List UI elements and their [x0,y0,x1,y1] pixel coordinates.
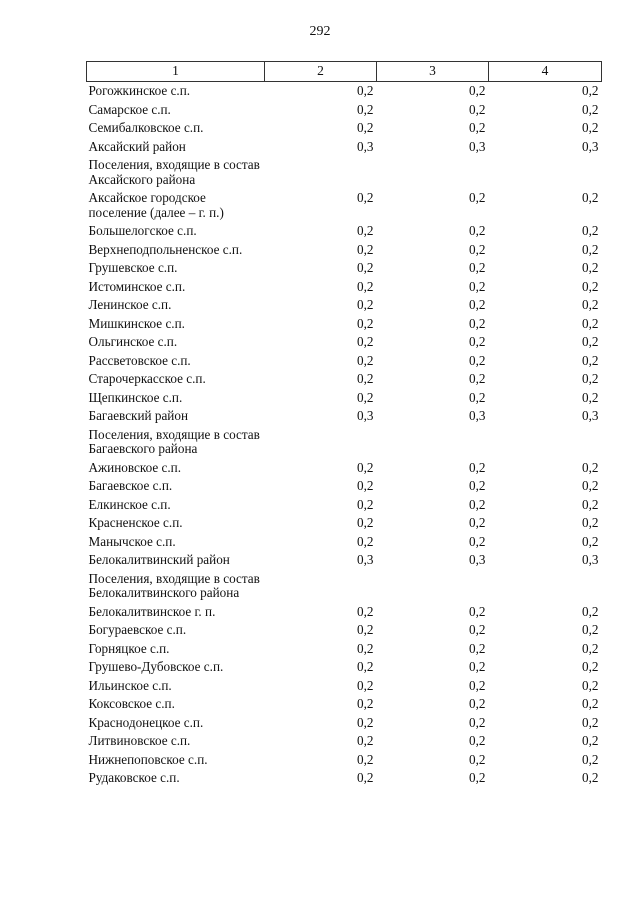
table-row [87,514,602,533]
settlement-name-cell: Ольгинское с.п. [88,334,178,349]
value-cell-col4: 0,2 [582,533,599,549]
settlement-name-cell: Ильинское с.п. [88,677,172,693]
table-row [87,278,602,297]
settlement-name-cell: Горняцкое с.п. [88,640,170,656]
value-cell-col4: 0,2 [582,733,599,748]
table-row [87,296,602,315]
value-cell-col2: 0,2 [357,83,374,98]
value-cell-col4: 0,2 [582,278,599,294]
settlement-name-cell: Мишкинское с.п. [88,315,185,331]
value-cell-col4: 0,2 [582,120,599,135]
value-cell-col3: 0,3 [469,552,486,567]
value-cell-col3: 0,2 [469,241,486,257]
table-row [87,533,602,552]
value-cell-col2: 0,2 [357,352,374,368]
settlement-name-cell: Аксайский район [88,138,186,154]
table-row [87,222,602,241]
value-cell-col2: 0,2 [357,297,374,312]
value-cell-col4: 0,2 [582,659,599,674]
value-cell-col4: 0,2 [582,315,599,331]
settlement-name-cell: Грушевское с.п. [88,260,178,275]
value-cell-col2: 0,3 [357,408,374,423]
settlement-name-cell: Елкинское с.п. [88,496,171,512]
settlement-name-cell: Нижнепоповское с.п. [88,751,208,767]
value-cell-col2: 0,2 [357,515,374,530]
value-cell-col4: 0,2 [582,622,599,637]
settlement-name-cell: Аксайское городское поселение (далее – г. п.) [88,190,224,220]
value-cell-col3: 0,2 [469,389,486,405]
value-cell-col2 [265,156,377,189]
value-cell-col4: 0,3 [582,552,599,567]
table-row [87,751,602,770]
settlement-name-cell: Ленинское с.п. [88,297,172,312]
table-row [87,603,602,622]
settlement-name-cell: Поселения, входящие в состав Аксайского района [88,157,260,187]
table-row [87,389,602,408]
table-row [87,551,602,570]
value-cell-col3: 0,2 [469,515,486,530]
value-cell-col3: 0,2 [469,334,486,349]
value-cell-col3: 0,2 [469,533,486,549]
value-cell-col2: 0,2 [357,622,374,637]
settlement-name-cell: Манычское с.п. [88,533,176,549]
value-cell-col4: 0,2 [582,241,599,257]
settlement-name-cell: Истоминское с.п. [88,278,186,294]
value-cell-col2: 0,2 [357,659,374,674]
value-cell-col4: 0,2 [582,297,599,312]
value-cell-col2: 0,3 [357,552,374,567]
value-cell-col4: 0,2 [582,770,599,785]
value-cell-col4: 0,2 [582,714,599,730]
table-row [87,570,602,603]
settlement-name-cell: Ажиновское с.п. [88,459,181,475]
table-row [87,714,602,733]
settlement-name-cell: Щепкинское с.п. [88,389,183,405]
value-cell-col4: 0,2 [582,603,599,619]
value-cell-col2: 0,2 [357,770,374,785]
value-cell-col3: 0,3 [469,408,486,423]
table-row [87,241,602,260]
header-row [87,62,602,82]
table-row [87,119,602,138]
value-cell-col2: 0,2 [357,751,374,767]
settlement-name-cell: Грушево-Дубовское с.п. [88,659,224,674]
value-cell-col4: 0,2 [582,223,599,238]
data-table [86,61,602,788]
value-cell-col4: 0,2 [582,371,599,386]
table-body [87,82,602,788]
value-cell-col4 [489,156,602,189]
value-cell-col3: 0,2 [469,278,486,294]
value-cell-col3: 0,2 [469,714,486,730]
table-row [87,370,602,389]
value-cell-col2: 0,2 [357,496,374,512]
value-cell-col3: 0,2 [469,260,486,275]
value-cell-col3: 0,2 [469,352,486,368]
column-header-3: 3 [377,62,489,82]
value-cell-col3: 0,2 [469,770,486,785]
value-cell-col2: 0,2 [357,603,374,619]
value-cell-col4: 0,2 [582,751,599,767]
settlement-name-cell: Верхнеподпольненское с.п. [88,241,243,257]
value-cell-col3 [377,156,489,189]
value-cell-col2 [265,426,377,459]
settlement-name-cell: Богураевское с.п. [88,622,187,637]
settlement-name-cell: Белокалитвинское г. п. [88,603,216,619]
settlement-name-cell: Поселения, входящие в состав Белокалитвинского района [88,570,260,600]
value-cell-col4: 0,2 [582,696,599,711]
settlement-name-cell: Коксовское с.п. [88,696,175,711]
value-cell-col4: 0,2 [582,640,599,656]
table-row [87,640,602,659]
table-row [87,621,602,640]
table-row [87,732,602,751]
value-cell-col4: 0,2 [582,677,599,693]
table-row [87,769,602,788]
value-cell-col2: 0,2 [357,120,374,135]
table-row [87,156,602,189]
settlement-name-cell: Семибалковское с.п. [88,120,204,135]
value-cell-col2: 0,2 [357,640,374,656]
value-cell-col2: 0,2 [357,334,374,349]
value-cell-col3: 0,2 [469,315,486,331]
value-cell-col2: 0,2 [357,190,374,205]
table-row [87,333,602,352]
value-cell-col4: 0,2 [582,190,599,205]
value-cell-col3: 0,2 [469,751,486,767]
value-cell-col2: 0,2 [357,696,374,711]
value-cell-col3: 0,3 [469,138,486,154]
table-row [87,352,602,371]
table-row [87,677,602,696]
value-cell-col4: 0,3 [582,408,599,423]
value-cell-col3 [377,570,489,603]
value-cell-col2: 0,3 [357,138,374,154]
table-row [87,426,602,459]
value-cell-col3: 0,2 [469,223,486,238]
value-cell-col2: 0,2 [357,223,374,238]
value-cell-col3: 0,2 [469,371,486,386]
settlement-name-cell: Рассветовское с.п. [88,352,191,368]
value-cell-col3: 0,2 [469,603,486,619]
value-cell-col2: 0,2 [357,278,374,294]
value-cell-col2: 0,2 [357,101,374,117]
value-cell-col2: 0,2 [357,260,374,275]
table-row [87,407,602,426]
table-row [87,101,602,120]
value-cell-col4: 0,2 [582,459,599,475]
table-row [87,496,602,515]
value-cell-col4: 0,2 [582,496,599,512]
value-cell-col3: 0,2 [469,297,486,312]
value-cell-col4: 0,2 [582,101,599,117]
value-cell-col3: 0,2 [469,478,486,493]
table-row [87,82,602,101]
value-cell-col3: 0,2 [469,733,486,748]
settlement-name-cell: Белокалитвинский район [88,552,230,567]
table-header [87,62,602,82]
value-cell-col3: 0,2 [469,622,486,637]
value-cell-col2: 0,2 [357,714,374,730]
value-cell-col2: 0,2 [357,478,374,493]
column-header-4: 4 [489,62,602,82]
settlement-name-cell: Большелогское с.п. [88,223,197,238]
value-cell-col2: 0,2 [357,533,374,549]
value-cell-col4: 0,2 [582,260,599,275]
value-cell-col2: 0,2 [357,371,374,386]
value-cell-col2 [265,570,377,603]
value-cell-col4: 0,2 [582,83,599,98]
value-cell-col3: 0,2 [469,83,486,98]
value-cell-col4: 0,2 [582,389,599,405]
settlement-name-cell: Старочеркасское с.п. [88,371,206,386]
value-cell-col2: 0,2 [357,241,374,257]
column-header-1: 1 [87,62,265,82]
settlement-name-cell: Рудаковское с.п. [88,770,180,785]
value-cell-col4 [489,570,602,603]
value-cell-col2: 0,2 [357,315,374,331]
value-cell-col3: 0,2 [469,496,486,512]
value-cell-col3 [377,426,489,459]
settlement-name-cell: Самарское с.п. [88,101,171,117]
value-cell-col4: 0,3 [582,138,599,154]
column-header-2: 2 [265,62,377,82]
value-cell-col3: 0,2 [469,190,486,205]
table-row [87,477,602,496]
value-cell-col3: 0,2 [469,459,486,475]
value-cell-col3: 0,2 [469,101,486,117]
value-cell-col2: 0,2 [357,389,374,405]
value-cell-col3: 0,2 [469,677,486,693]
settlement-name-cell: Красненское с.п. [88,515,183,530]
table-row [87,259,602,278]
value-cell-col2: 0,2 [357,459,374,475]
value-cell-col4: 0,2 [582,334,599,349]
table-row [87,189,602,222]
table-row [87,138,602,157]
value-cell-col2: 0,2 [357,733,374,748]
settlement-name-cell: Литвиновское с.п. [88,733,191,748]
value-cell-col3: 0,2 [469,659,486,674]
value-cell-col4: 0,2 [582,515,599,530]
table-row [87,658,602,677]
settlement-name-cell: Рогожкинское с.п. [88,83,191,98]
value-cell-col3: 0,2 [469,696,486,711]
page-number: 292 [309,24,331,39]
table-row [87,459,602,478]
value-cell-col4: 0,2 [582,478,599,493]
table-row [87,315,602,334]
settlement-name-cell: Багаевское с.п. [88,478,173,493]
settlement-name-cell: Багаевский район [88,408,189,423]
table-row [87,695,602,714]
value-cell-col4: 0,2 [582,352,599,368]
value-cell-col3: 0,2 [469,640,486,656]
value-cell-col4 [489,426,602,459]
value-cell-col2: 0,2 [357,677,374,693]
settlement-name-cell: Поселения, входящие в состав Багаевского района [88,426,260,456]
settlement-name-cell: Краснодонецкое с.п. [88,714,204,730]
value-cell-col3: 0,2 [469,120,486,135]
